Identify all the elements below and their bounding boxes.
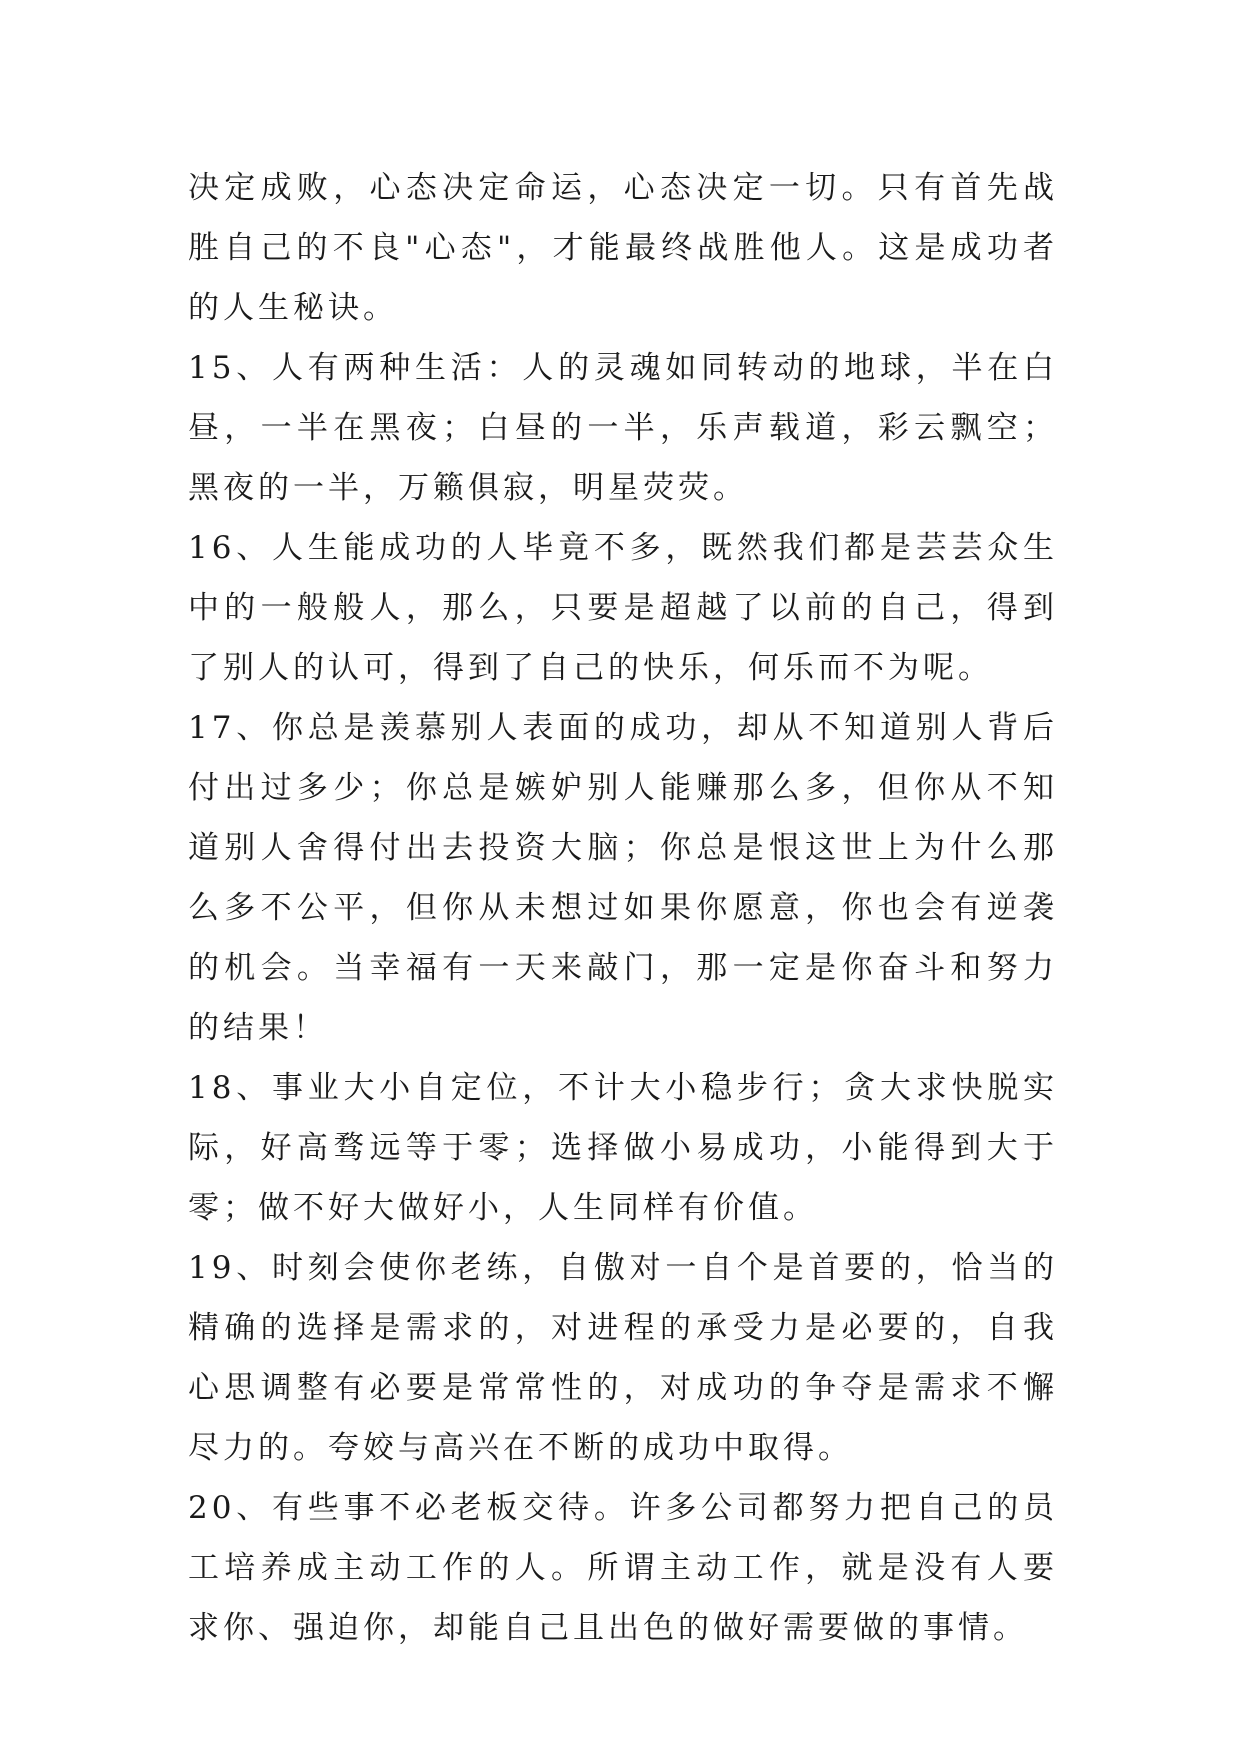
paragraph-item-17: 17、你总是羡慕别人表面的成功，却从不知道别人背后付出过多少；你总是嫉妒别人能赚那么多，但你从不知道别人舍得付出去投资大脑；你总是恨这世上为什么那么多不公平，但你从未想过如果你愿意，你也会有逆袭的机会。当幸福有一天来敲门，那一定是你奋斗和努力的结果！ <box>188 710 1058 1046</box>
paragraph-continuation: 决定成败，心态决定命运，心态决定一切。只有首先战胜自己的不良"心态"，才能最终战胜他人。这是成功者的人生秘诀。 <box>188 170 1058 326</box>
document-body <box>188 158 1058 1658</box>
paragraph-item-20: 20、有些事不必老板交待。许多公司都努力把自己的员工培养成主动工作的人。所谓主动工作，就是没有人要求你、强迫你，却能自己且出色的做好需要做的事情。 <box>188 1490 1058 1646</box>
paragraph-item-19: 19、时刻会使你老练，自傲对一自个是首要的，恰当的精确的选择是需求的，对进程的承受力是必要的，自我心思调整有必要是常常性的，对成功的争夺是需求不懈尽力的。夸姣与高兴在不断的成功中取得。 <box>188 1250 1058 1466</box>
paragraph-item-16: 16、人生能成功的人毕竟不多，既然我们都是芸芸众生中的一般般人，那么，只要是超越了以前的自己，得到了别人的认可，得到了自己的快乐，何乐而不为呢。 <box>188 530 1058 686</box>
paragraph-item-15: 15、人有两种生活：人的灵魂如同转动的地球，半在白昼，一半在黑夜；白昼的一半，乐声载道，彩云飘空；黑夜的一半，万籁俱寂，明星荧荧。 <box>188 350 1058 506</box>
paragraph-item-18: 18、事业大小自定位，不计大小稳步行；贪大求快脱实际，好高骛远等于零；选择做小易成功，小能得到大于零；做不好大做好小，人生同样有价值。 <box>188 1070 1058 1226</box>
